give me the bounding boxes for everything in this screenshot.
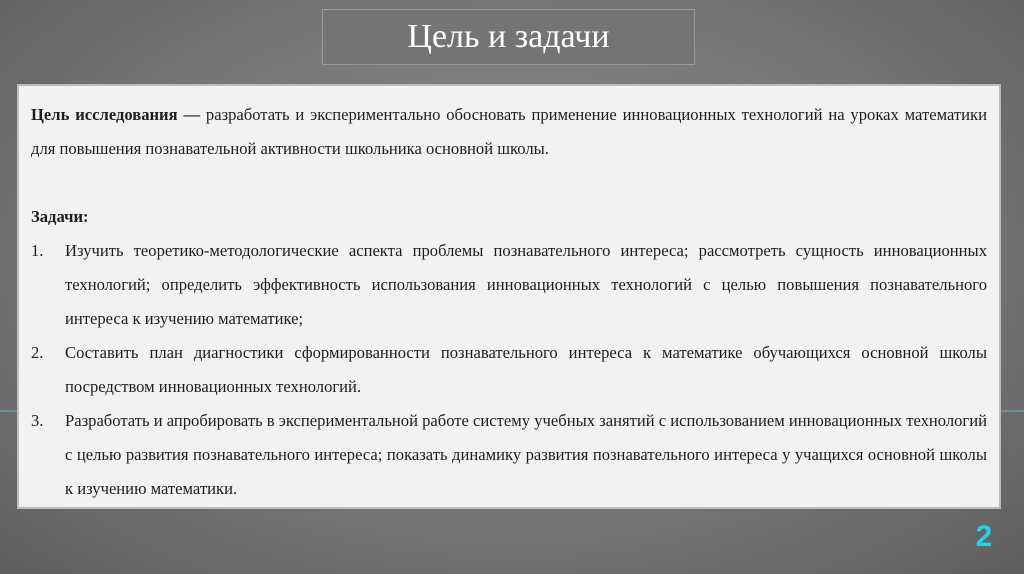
goal-text: разработать и экспериментально обосновать применение инновационных технологий на уроках математики для повышения познавательной активности школьника основной школы. (31, 105, 987, 158)
title-box (322, 9, 695, 65)
task-item (31, 234, 987, 336)
content-box (17, 84, 1001, 509)
goal-label: Цель исследования — (31, 105, 201, 124)
task-number: 1. (31, 241, 44, 260)
task-number: 2. (31, 343, 44, 362)
task-item (31, 336, 987, 404)
slide-title: Цель и задачи (407, 18, 610, 55)
goal-paragraph (31, 98, 987, 166)
task-number: 3. (31, 411, 44, 430)
spacer (31, 166, 987, 200)
tasks-heading: Задачи: (31, 207, 89, 226)
page-number: 2 (975, 520, 993, 553)
task-text: Разработать и апробировать в экспериментальной работе систему учебных занятий с использованием инновационных технологий с целью развития познавательного интереса; показать динамику развития познавательного интереса у учащихся основной школы к изучению математики. (65, 411, 987, 498)
task-text: Изучить теоретико-методологические аспекта проблемы познавательного интереса; рассмотреть сущность инновационных технологий; определить эффективность использования инновационных технологий с целью повышения познавательного интереса к изучению математике; (65, 241, 987, 328)
task-text: Составить план диагностики сформированности познавательного интереса к математике обучающихся основной школы посредством инновационных технологий. (65, 343, 987, 396)
task-item (31, 404, 987, 506)
